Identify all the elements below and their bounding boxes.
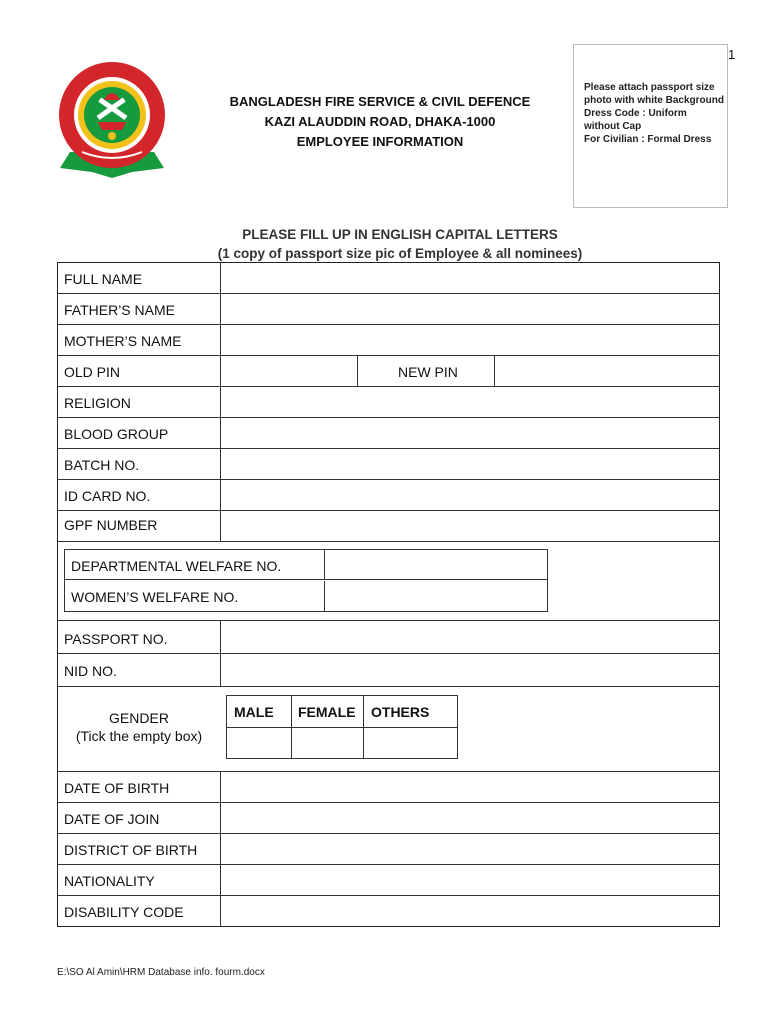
welfare-subtable (64, 549, 548, 612)
id-card-no-field[interactable] (221, 480, 719, 510)
form-title: EMPLOYEE INFORMATION (296, 134, 464, 149)
row-pin (58, 356, 719, 387)
batch-no-label: BATCH NO. (64, 457, 140, 473)
religion-label: RELIGION (64, 395, 131, 411)
blood-group-label: BLOOD GROUP (64, 426, 169, 442)
row-welfare (58, 542, 719, 621)
mothers-name-label: MOTHER’S NAME (64, 333, 182, 349)
photo-instruction-line: Please attach passport size (584, 82, 715, 93)
full-name-label: FULL NAME (64, 271, 143, 287)
nid-no-field[interactable] (221, 654, 719, 686)
passport-no-field[interactable] (221, 621, 719, 653)
row-date-of-birth (58, 772, 719, 803)
row-date-of-join (58, 803, 719, 834)
photo-attachment-box[interactable] (573, 44, 728, 208)
gender-female-checkbox[interactable] (292, 728, 363, 758)
religion-field[interactable] (221, 387, 719, 417)
new-pin-field[interactable] (495, 356, 719, 386)
blood-group-field[interactable] (221, 418, 719, 448)
row-full-name (58, 263, 719, 294)
gender-others-checkbox[interactable] (364, 728, 457, 758)
page-number: 1 (728, 47, 736, 62)
row-gender (58, 687, 719, 772)
row-womens-welfare (65, 581, 547, 611)
row-batch-no (58, 449, 719, 480)
disability-code-label: DISABILITY CODE (64, 904, 184, 920)
row-nid-no (58, 654, 719, 687)
row-disability-code (58, 896, 719, 926)
old-pin-field[interactable] (221, 356, 357, 386)
district-of-birth-label: DISTRICT OF BIRTH (64, 842, 198, 858)
date-of-birth-label: DATE OF BIRTH (64, 780, 170, 796)
gender-label-block (58, 709, 220, 745)
fill-instructions (150, 225, 650, 263)
employee-info-table (57, 262, 720, 927)
fire-service-emblem-icon (52, 60, 172, 180)
row-gpf-number (58, 511, 719, 542)
fathers-name-field[interactable] (221, 294, 719, 324)
photo-instruction-line: photo with white Background (584, 95, 724, 106)
document-header (200, 92, 560, 152)
row-fathers-name (58, 294, 719, 325)
row-religion (58, 387, 719, 418)
old-pin-label: OLD PIN (64, 364, 121, 380)
departmental-welfare-label: DEPARTMENTAL WELFARE NO. (71, 558, 282, 574)
gpf-number-field[interactable] (221, 511, 719, 541)
photo-instruction-line: For Civilian : Formal Dress (584, 134, 712, 145)
instruction-line: PLEASE FILL UP IN ENGLISH CAPITAL LETTERS (242, 227, 558, 242)
row-district-of-birth (58, 834, 719, 865)
gender-female-label: FEMALE (298, 704, 356, 720)
gender-label: GENDER (109, 710, 169, 726)
row-departmental-welfare (65, 550, 547, 580)
full-name-field[interactable] (221, 263, 719, 293)
gender-options-grid (226, 695, 458, 759)
batch-no-field[interactable] (221, 449, 719, 479)
nationality-field[interactable] (221, 865, 719, 895)
photo-instruction-line: without Cap (584, 121, 642, 132)
gender-male-label: MALE (234, 704, 274, 720)
file-path-footer: E:\SO Al Amin\HRM Database info. fourm.docx (57, 967, 265, 978)
departmental-welfare-field[interactable] (325, 550, 547, 579)
fathers-name-label: FATHER’S NAME (64, 302, 175, 318)
row-mothers-name (58, 325, 719, 356)
gender-male-checkbox[interactable] (227, 728, 291, 758)
photo-instruction-line: Dress Code : Uniform (584, 108, 687, 119)
nid-no-label: NID NO. (64, 663, 117, 679)
row-passport-no (58, 621, 719, 654)
district-of-birth-field[interactable] (221, 834, 719, 864)
date-of-join-label: DATE OF JOIN (64, 811, 160, 827)
instruction-line: (1 copy of passport size pic of Employee & all nominees) (217, 246, 583, 261)
womens-welfare-field[interactable] (325, 581, 547, 611)
new-pin-label: NEW PIN (398, 364, 458, 380)
organization-name: BANGLADESH FIRE SERVICE & CIVIL DEFENCE (229, 94, 531, 109)
date-of-join-field[interactable] (221, 803, 719, 833)
row-id-card-no (58, 480, 719, 511)
row-blood-group (58, 418, 719, 449)
nationality-label: NATIONALITY (64, 873, 155, 889)
id-card-no-label: ID CARD NO. (64, 488, 151, 504)
disability-code-field[interactable] (221, 896, 719, 926)
womens-welfare-label: WOMEN’S WELFARE NO. (71, 589, 239, 605)
gender-others-label: OTHERS (371, 704, 430, 720)
gender-hint: (Tick the empty box) (75, 728, 203, 744)
row-nationality (58, 865, 719, 896)
passport-no-label: PASSPORT NO. (64, 631, 168, 647)
mothers-name-field[interactable] (221, 325, 719, 355)
gpf-number-label: GPF NUMBER (64, 517, 158, 533)
organization-address: KAZI ALAUDDIN ROAD, DHAKA-1000 (264, 114, 496, 129)
date-of-birth-field[interactable] (221, 772, 719, 802)
